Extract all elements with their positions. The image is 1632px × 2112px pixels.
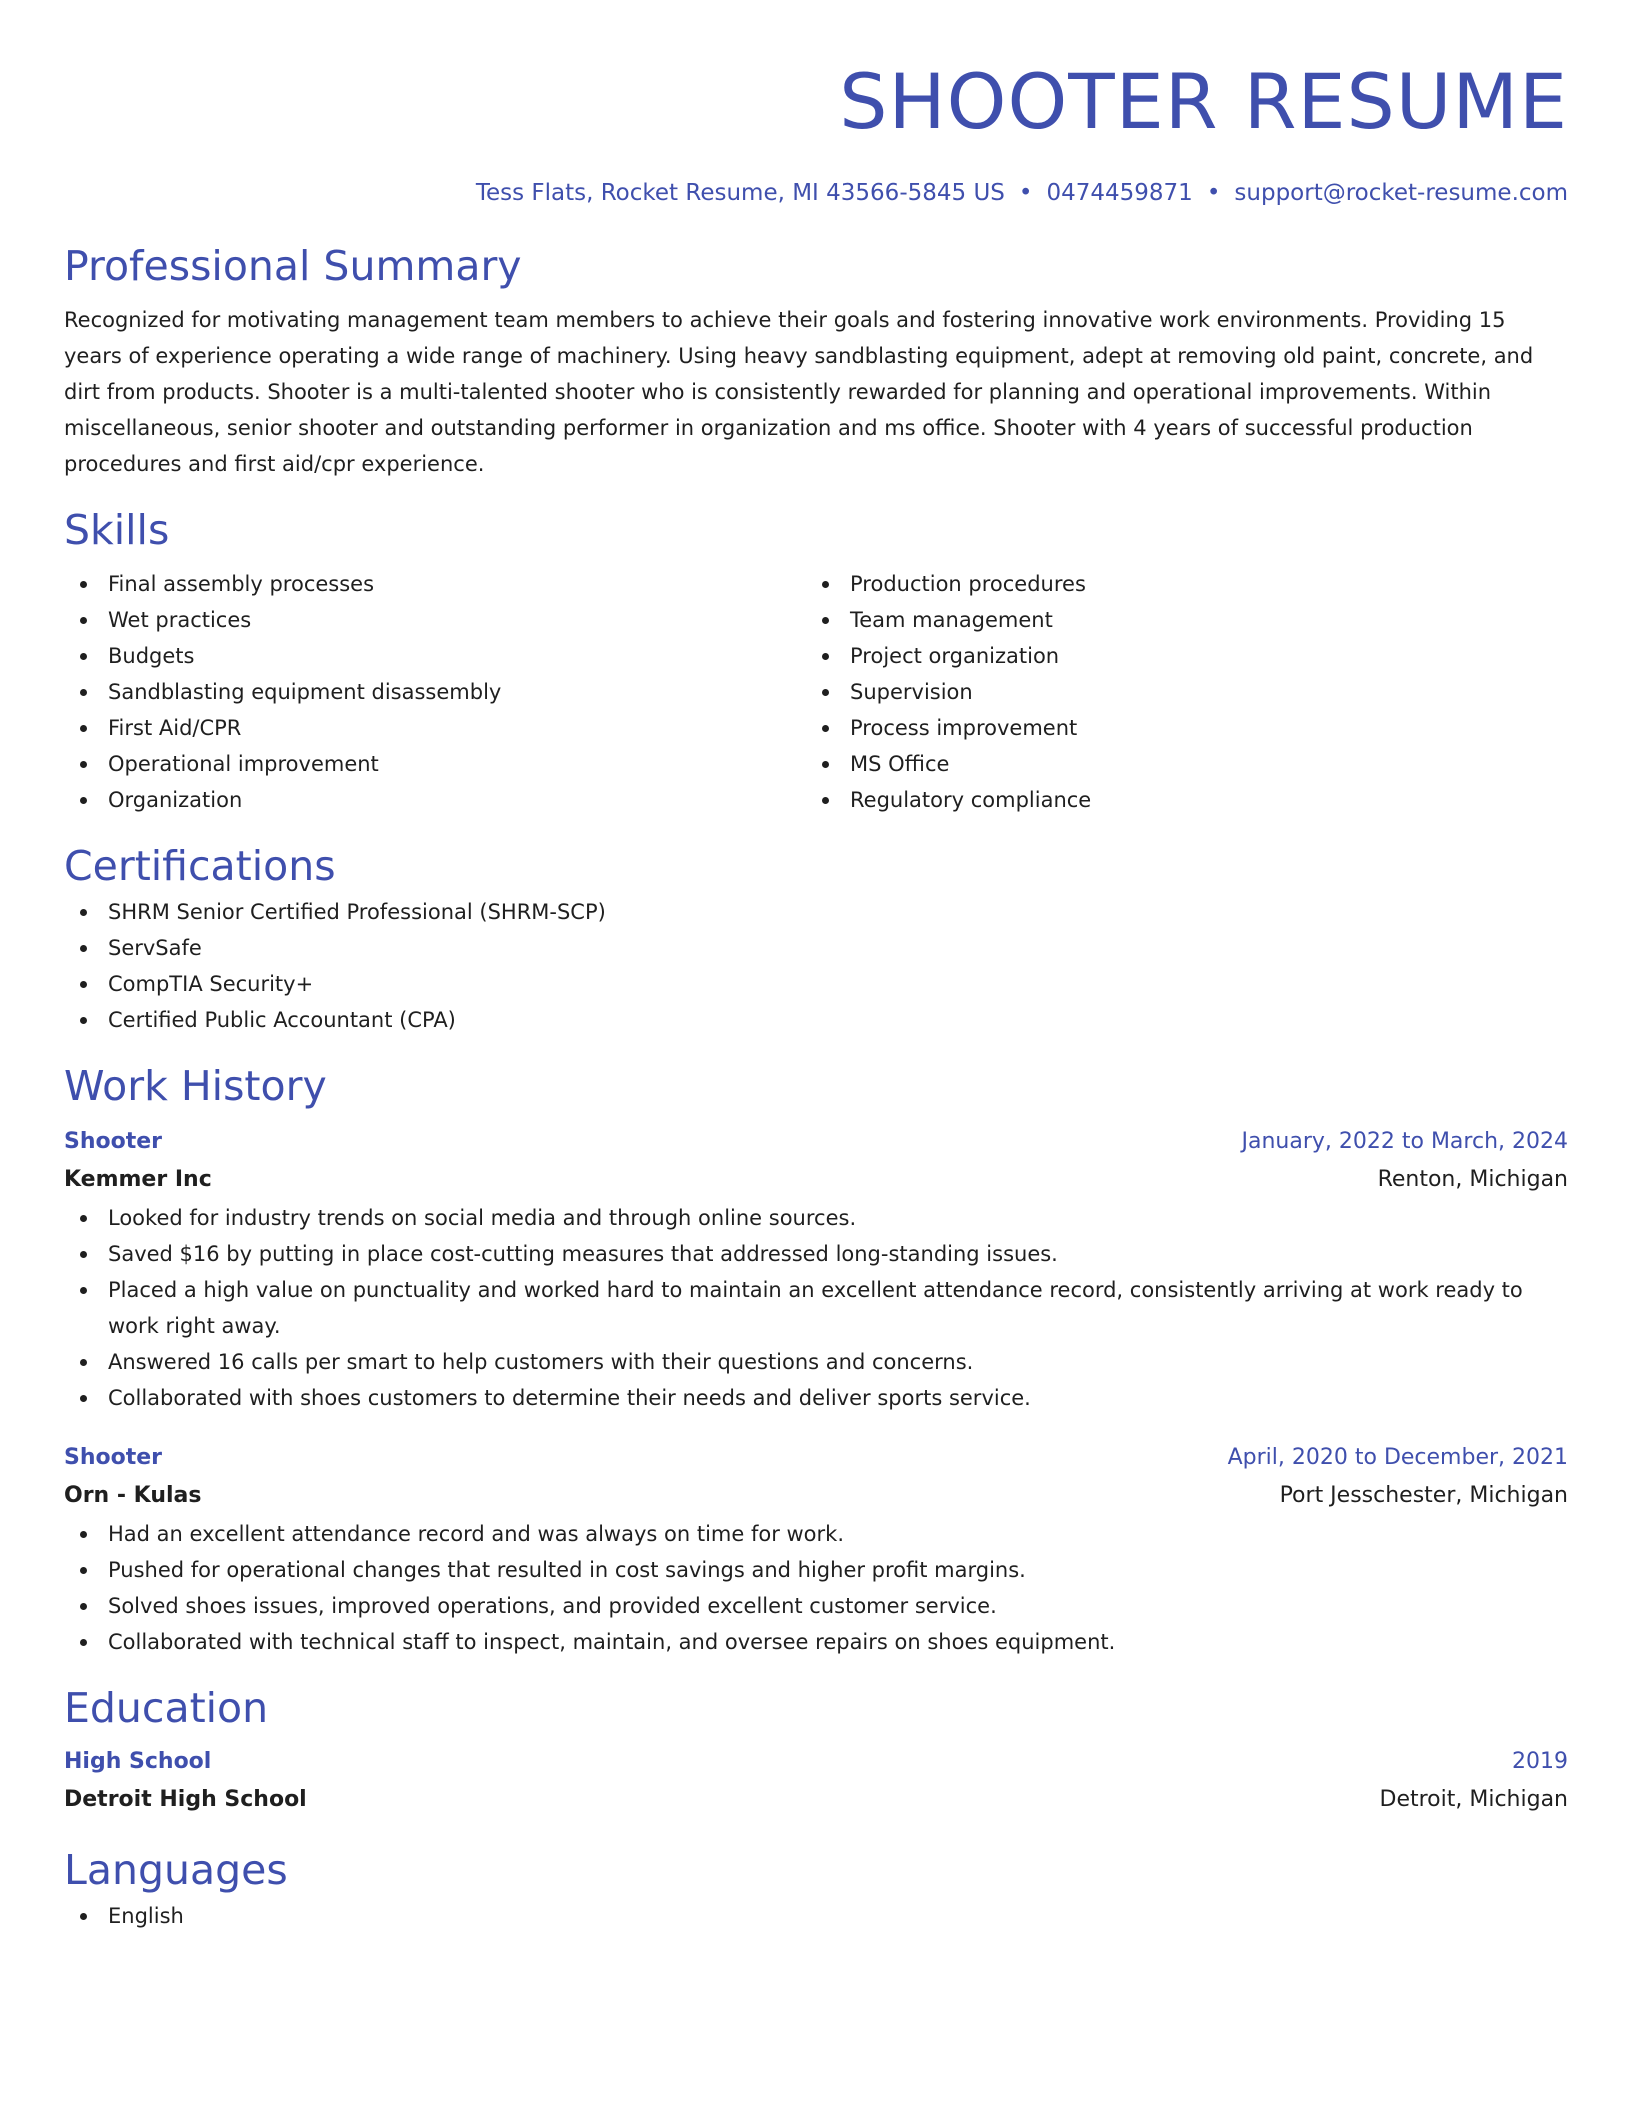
certification-label: Certified Public Accountant (CPA) <box>108 1008 456 1032</box>
bullet-icon <box>822 653 829 660</box>
skill-item <box>64 782 806 818</box>
skill-label: Final assembly processes <box>108 572 375 596</box>
language-label: English <box>108 1904 184 1928</box>
job-bullets <box>64 1516 1568 1660</box>
contact-email: support@rocket-resume.com <box>1234 180 1568 206</box>
skill-label: Wet practices <box>108 608 252 632</box>
education-school: Detroit High School <box>64 1787 307 1812</box>
job-location: Renton, Michigan <box>1377 1167 1568 1192</box>
skill-item <box>806 674 1548 710</box>
bullet-icon <box>80 1287 87 1294</box>
skill-item <box>806 746 1548 782</box>
bullet-icon <box>80 797 87 804</box>
contact-address: Tess Flats, Rocket Resume, MI 43566-5845 US <box>475 180 1005 206</box>
education-location: Detroit, Michigan <box>1379 1787 1568 1812</box>
bullet-icon <box>80 1017 87 1024</box>
certification-item <box>64 894 1568 930</box>
job-bullet <box>64 1344 1568 1380</box>
skill-item <box>64 638 806 674</box>
job-bullet-text: Looked for industry trends on social media and through online sources. <box>108 1206 857 1230</box>
skill-item <box>806 638 1548 674</box>
skill-label: First Aid/CPR <box>108 716 242 740</box>
bullet-icon <box>80 1215 87 1222</box>
job-bullet-text: Pushed for operational changes that resulted in cost savings and higher profit margins. <box>108 1558 1026 1582</box>
bullet-icon <box>80 1359 87 1366</box>
languages-heading: Languages <box>64 1846 288 1894</box>
job-dates: January, 2022 to March, 2024 <box>1241 1129 1568 1154</box>
certification-label: CompTIA Security+ <box>108 972 314 996</box>
job-entry <box>64 1124 1568 1416</box>
skills-list-right <box>806 566 1548 818</box>
job-bullet <box>64 1236 1568 1272</box>
skill-label: Process improvement <box>850 716 1078 740</box>
bullet-icon <box>80 689 87 696</box>
languages-list <box>64 1898 1568 1934</box>
job-role: Shooter <box>64 1129 163 1154</box>
skill-item <box>64 710 806 746</box>
skills-heading: Skills <box>64 506 170 554</box>
job-bullet <box>64 1200 1568 1236</box>
bullet-icon <box>80 761 87 768</box>
certification-label: ServSafe <box>108 936 202 960</box>
bullet-icon <box>80 945 87 952</box>
bullet-icon <box>822 581 829 588</box>
bullet-icon <box>80 1567 87 1574</box>
contact-separator: • <box>1206 180 1221 206</box>
job-bullet <box>64 1272 1568 1344</box>
skill-label: Sandblasting equipment disassembly <box>108 680 502 704</box>
resume-page <box>64 0 1568 1934</box>
job-bullet <box>64 1380 1568 1416</box>
skill-item <box>64 566 806 602</box>
skill-item <box>806 782 1548 818</box>
job-entry <box>64 1440 1568 1660</box>
education-degree: High School <box>64 1749 212 1774</box>
skill-label: MS Office <box>850 752 950 776</box>
skill-label: Project organization <box>850 644 1060 668</box>
certifications-list <box>64 894 1568 1038</box>
bullet-icon <box>80 1531 87 1538</box>
skill-item <box>806 710 1548 746</box>
skill-label: Operational improvement <box>108 752 379 776</box>
education-subheader <box>64 1780 1568 1820</box>
certification-item <box>64 966 1568 1002</box>
education-header <box>64 1744 1568 1780</box>
bullet-icon <box>822 725 829 732</box>
job-bullet <box>64 1588 1568 1624</box>
job-header <box>64 1124 1568 1160</box>
skill-label: Budgets <box>108 644 195 668</box>
job-bullet <box>64 1552 1568 1588</box>
bullet-icon <box>80 909 87 916</box>
job-bullet-text: Collaborated with technical staff to inspect, maintain, and oversee repairs on shoes equipment. <box>108 1630 1116 1654</box>
education-heading: Education <box>64 1684 269 1732</box>
bullet-icon <box>80 1251 87 1258</box>
education-entry <box>64 1744 1568 1820</box>
skills-grid <box>64 566 1568 818</box>
skill-label: Supervision <box>850 680 973 704</box>
job-bullet-text: Saved $16 by putting in place cost-cutting measures that addressed long-standing issues. <box>108 1242 1058 1266</box>
job-header <box>64 1440 1568 1476</box>
job-role: Shooter <box>64 1445 163 1470</box>
education-year: 2019 <box>1512 1749 1568 1774</box>
bullet-icon <box>80 1913 87 1920</box>
skill-item <box>806 566 1548 602</box>
certifications-heading: Certifications <box>64 842 336 890</box>
bullet-icon <box>80 725 87 732</box>
resume-name: SHOOTER RESUME <box>839 57 1568 146</box>
job-bullet-text: Had an excellent attendance record and was always on time for work. <box>108 1522 845 1546</box>
job-subheader <box>64 1476 1568 1516</box>
certification-label: SHRM Senior Certified Professional (SHRM-SCP) <box>108 900 606 924</box>
summary-heading: Professional Summary <box>64 242 522 290</box>
skills-list-left <box>64 566 806 818</box>
contact-phone: 0474459871 <box>1046 180 1193 206</box>
skill-item <box>806 602 1548 638</box>
skill-item <box>64 602 806 638</box>
job-dates: April, 2020 to December, 2021 <box>1227 1445 1568 1470</box>
job-company: Orn - Kulas <box>64 1483 202 1508</box>
contact-line <box>64 178 1568 208</box>
job-bullet-text: Placed a high value on punctuality and worked hard to maintain an excellent attendance record, consistently arriving at work ready to work right away. <box>108 1278 1523 1338</box>
skill-item <box>64 674 806 710</box>
job-bullets <box>64 1200 1568 1416</box>
bullet-icon <box>822 689 829 696</box>
job-bullet-text: Collaborated with shoes customers to determine their needs and deliver sports service. <box>108 1386 1031 1410</box>
job-subheader <box>64 1160 1568 1200</box>
job-bullet <box>64 1624 1568 1660</box>
summary-text: Recognized for motivating management team members to achieve their goals and fostering innovative work environments. Providing 15 years of experience operating a wide range of machinery. Using heavy sandblasting equipment, adept at removing old paint, concrete, and dirt from products. Shooter is a multi-talented shooter who is consistently rewarded for planning and operational improvements. Within miscellaneous, senior shooter and outstanding performer in organization and ms office. Shooter with 4 years of successful production procedures and first aid/cpr experience. <box>64 308 1534 476</box>
skill-label: Organization <box>108 788 243 812</box>
bullet-icon <box>80 1603 87 1610</box>
skill-item <box>64 746 806 782</box>
bullet-icon <box>822 761 829 768</box>
skill-label: Production procedures <box>850 572 1086 596</box>
work-history-heading: Work History <box>64 1062 327 1110</box>
bullet-icon <box>80 1395 87 1402</box>
skill-label: Team management <box>850 608 1053 632</box>
contact-separator: • <box>1018 180 1033 206</box>
job-bullet <box>64 1516 1568 1552</box>
bullet-icon <box>80 653 87 660</box>
certification-item <box>64 1002 1568 1038</box>
job-company: Kemmer Inc <box>64 1167 212 1192</box>
language-item <box>64 1898 1568 1934</box>
bullet-icon <box>822 617 829 624</box>
job-bullet-text: Answered 16 calls per smart to help customers with their questions and concerns. <box>108 1350 974 1374</box>
bullet-icon <box>80 581 87 588</box>
skill-label: Regulatory compliance <box>850 788 1092 812</box>
bullet-icon <box>80 617 87 624</box>
bullet-icon <box>80 1639 87 1646</box>
certification-item <box>64 930 1568 966</box>
job-bullet-text: Solved shoes issues, improved operations, and provided excellent customer service. <box>108 1594 997 1618</box>
bullet-icon <box>822 797 829 804</box>
job-location: Port Jesschester, Michigan <box>1279 1483 1568 1508</box>
bullet-icon <box>80 981 87 988</box>
